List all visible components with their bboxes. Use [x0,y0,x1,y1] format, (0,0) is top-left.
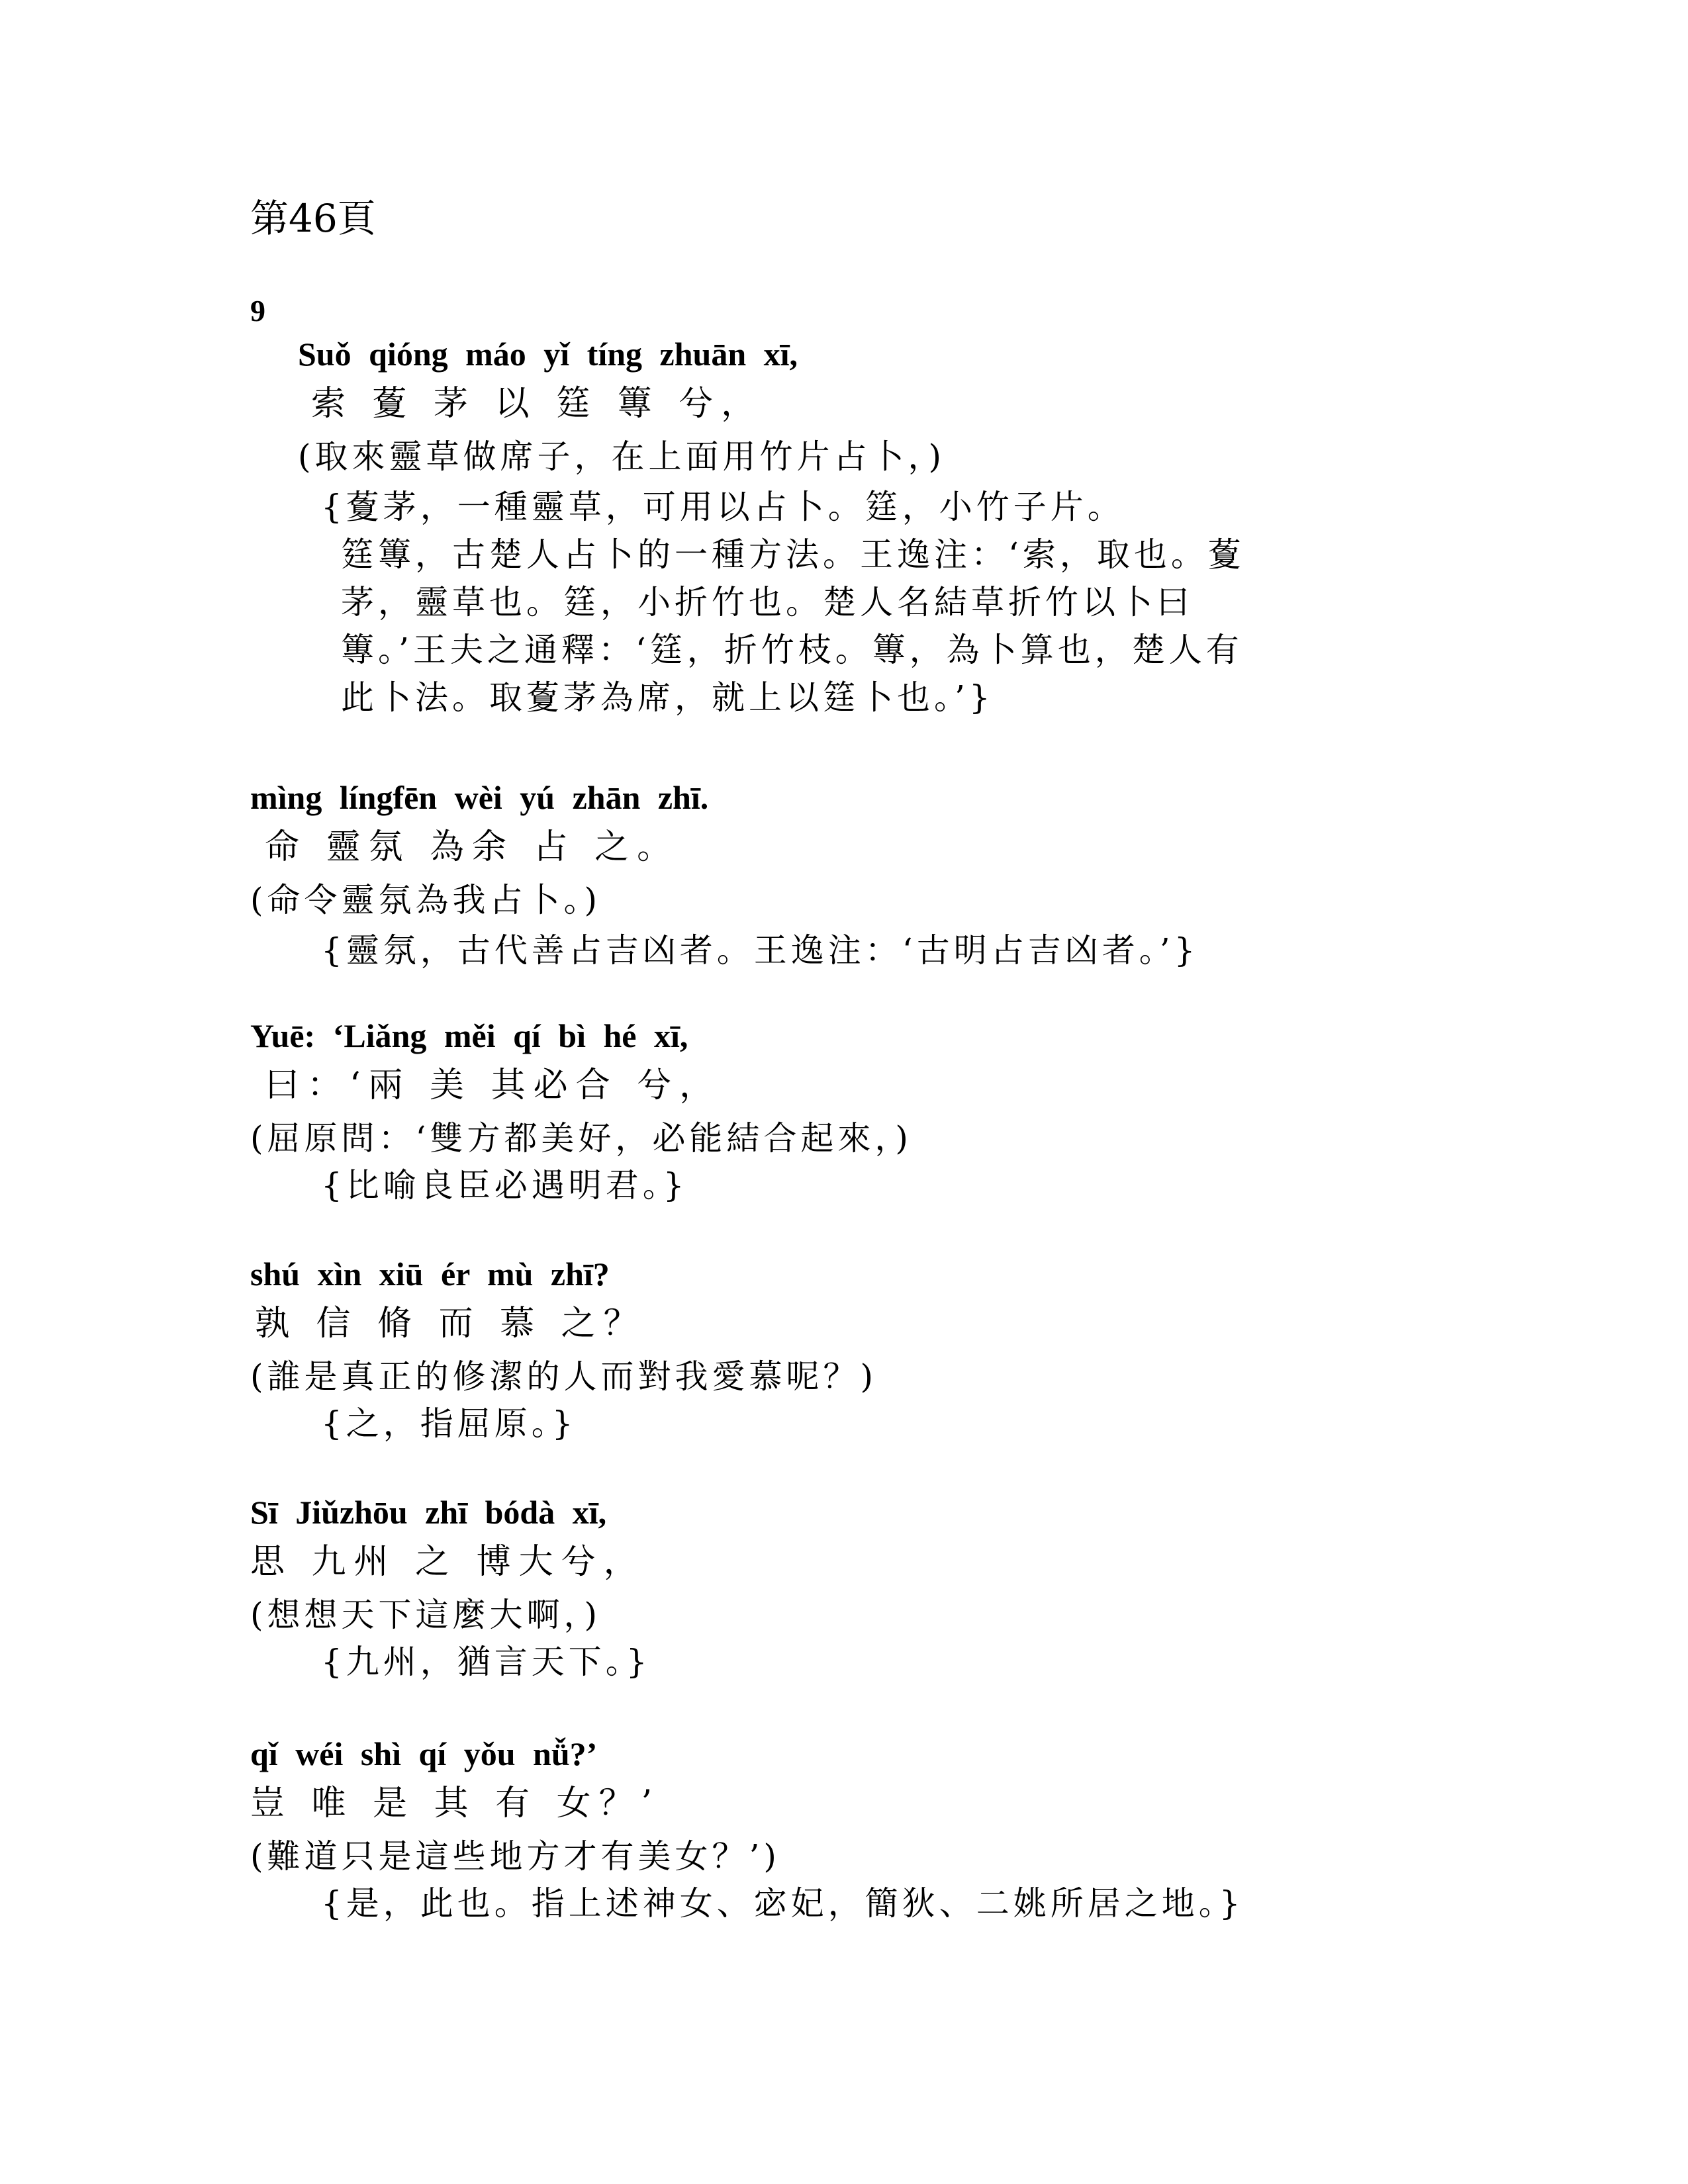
annotation-line: {九州，猶言天下。} [321,1643,651,1681]
translation-line: (難道只是這些地方才有美女？’) [250,1837,780,1876]
hanzi-line: 豈 唯 是 其 有 女？’ [250,1784,661,1823]
pinyin-line: Yuē: ‘Liǎng měi qí bì hé xī, [250,1017,688,1054]
translation-line: (誰是真正的修潔的人而對我愛慕呢？) [250,1357,878,1396]
annotation-line: {是，此也。指上述神女、宓妃，簡狄、二姚所居之地。} [321,1884,1244,1923]
translation-line: (命令靈氛為我占卜。) [250,881,602,919]
annotation-line: {藑茅，一種靈草，可用以占卜。筳，小竹子片。 [321,488,1125,526]
page-header: 第46頁 [250,196,376,241]
annotation-line: 筳篿，古楚人占卜的一種方法。王逸注：‘索，取也。藑 [341,535,1245,574]
annotation-line: 此卜法。取藑茅為席，就上以筳卜也。’} [341,678,994,717]
translation-line: (取來靈草做席子，在上面用竹片占卜，) [298,437,946,476]
annotation-block [321,483,1245,721]
hanzi-line: 索 藑 茅 以 筳 篿 兮， [311,384,764,424]
pinyin-line: shú xìn xiū ér mù zhī? [250,1255,610,1293]
pinyin-line: mìng língfēn wèi yú zhān zhī. [250,779,709,816]
annotation-block [321,1400,577,1447]
translation-line: (屈原問：‘雙方都美好，必能結合起來，) [250,1119,912,1158]
pinyin-line: qǐ wéi shì qí yǒu nǚ?’ [250,1735,598,1772]
pinyin-line: Sī Jiǔzhōu zhī bódà xī, [250,1494,607,1531]
hanzi-line: 命 靈氛 為余 占 之。 [265,827,680,867]
pinyin-line: Suǒ qióng máo yǐ tíng zhuān xī, [298,336,798,373]
annotation-line: {靈氛，古代善占吉凶者。王逸注：‘古明占吉凶者。’} [321,931,1199,970]
translation-line: (想想天下這麼大啊，) [250,1596,602,1634]
annotation-block [321,1638,651,1686]
annotation-line: {之，指屈原。} [321,1404,577,1443]
hanzi-line: 思 九州 之 博大兮， [250,1542,646,1582]
annotation-block [321,1161,688,1209]
annotation-line: 茅，靈草也。筳，小折竹也。楚人名結草折竹以卜曰 [341,583,1194,621]
hanzi-line: 孰 信 脩 而 慕 之？ [255,1304,646,1343]
section-number: 9 [250,294,265,328]
hanzi-line: 曰：‘兩 美 其必合 兮， [265,1066,722,1105]
annotation-block [321,927,1199,974]
annotation-line: {比喻良臣必遇明君。} [321,1166,688,1205]
annotation-block [321,1880,1244,1927]
annotation-line: 篿。’王夫之通釋：‘筳，折竹枝。篿，為卜算也，楚人有 [341,631,1243,669]
